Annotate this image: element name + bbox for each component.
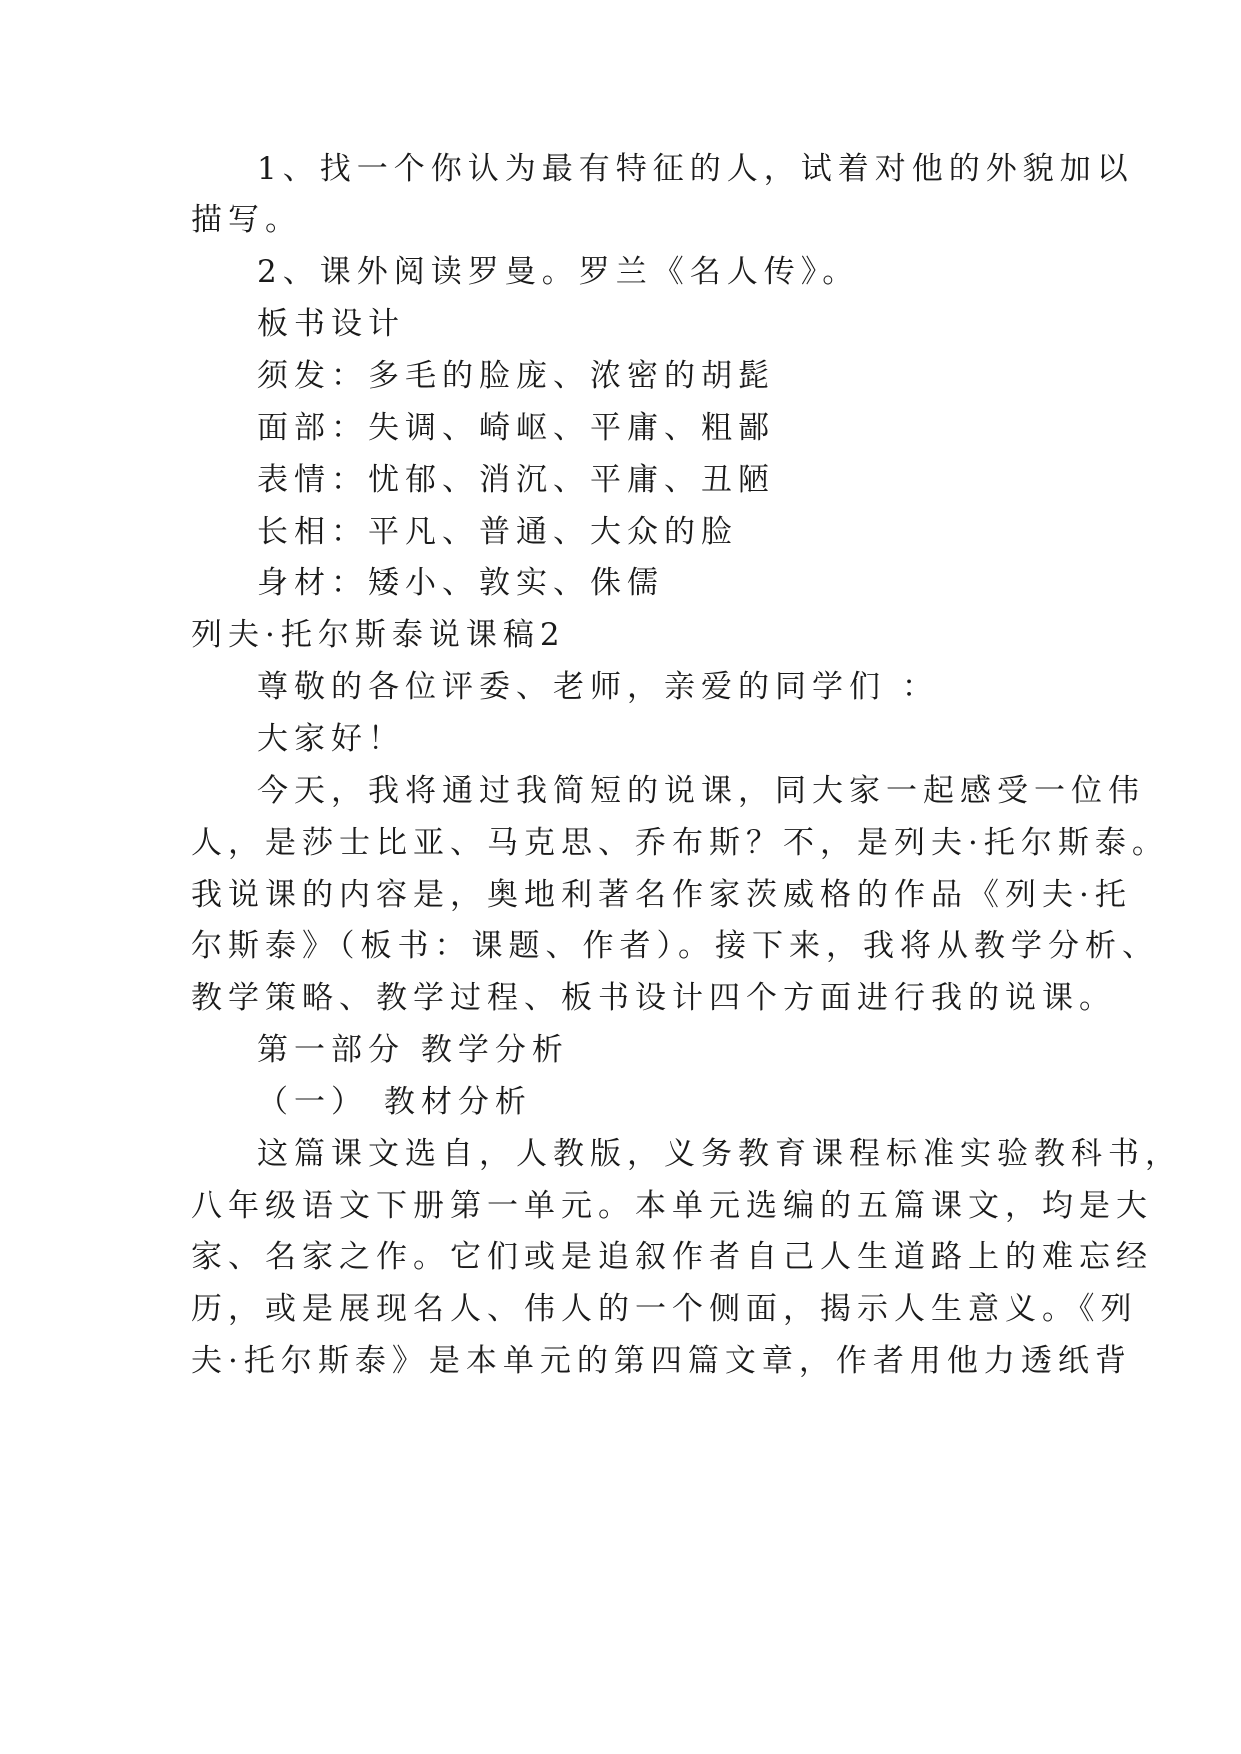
board-row: 面部：失调、崎岖、平庸、粗鄙 — [257, 410, 775, 446]
part-heading: 第一部分 教学分析 — [257, 1032, 569, 1068]
homework-item-1-cont: 描写。 — [191, 202, 302, 238]
section-title: 列夫·托尔斯泰说课稿2 — [191, 617, 566, 653]
intro-line: 尔斯泰》（板书：课题、作者）。接下来，我将从教学分析、 — [191, 928, 1159, 964]
analysis-line: 这篇课文选自，人教版，义务教育课程标准实验教科书， — [257, 1136, 1182, 1172]
board-row: 长相：平凡、普通、大众的脸 — [257, 514, 738, 550]
analysis-line: 夫·托尔斯泰》是本单元的第四篇文章，作者用他力透纸背 — [191, 1343, 1132, 1379]
board-design-heading: 板书设计 — [257, 306, 405, 342]
board-row: 表情：忧郁、消沉、平庸、丑陋 — [257, 462, 775, 498]
intro-line: 我说课的内容是，奥地利著名作家茨威格的作品《列夫·托 — [191, 877, 1132, 913]
analysis-line: 家、名家之作。它们或是追叙作者自己人生道路上的难忘经 — [191, 1239, 1153, 1275]
part-subheading: （一） 教材分析 — [257, 1084, 532, 1120]
board-row: 身材：矮小、敦实、侏儒 — [257, 565, 664, 601]
board-row: 须发：多毛的脸庞、浓密的胡髭 — [257, 358, 775, 394]
homework-item-2: 2、课外阅读罗曼。罗兰《名人传》。 — [257, 254, 860, 290]
intro-line: 今天，我将通过我简短的说课，同大家一起感受一位伟 — [257, 773, 1145, 809]
analysis-line: 八年级语文下册第一单元。本单元选编的五篇课文，均是大 — [191, 1188, 1153, 1224]
greeting: 尊敬的各位评委、老师，亲爱的同学们 ： — [257, 669, 939, 705]
analysis-line: 历，或是展现名人、伟人的一个侧面，揭示人生意义。《列 — [191, 1291, 1138, 1327]
homework-item-1: 1、找一个你认为最有特征的人，试着对他的外貌加以 — [257, 151, 1134, 187]
intro-line: 人，是莎士比亚、马克思、乔布斯？不，是列夫·托尔斯泰。 — [191, 825, 1169, 861]
hello: 大家好！ — [257, 721, 405, 757]
intro-line: 教学策略、教学过程、板书设计四个方面进行我的说课。 — [191, 980, 1116, 1016]
